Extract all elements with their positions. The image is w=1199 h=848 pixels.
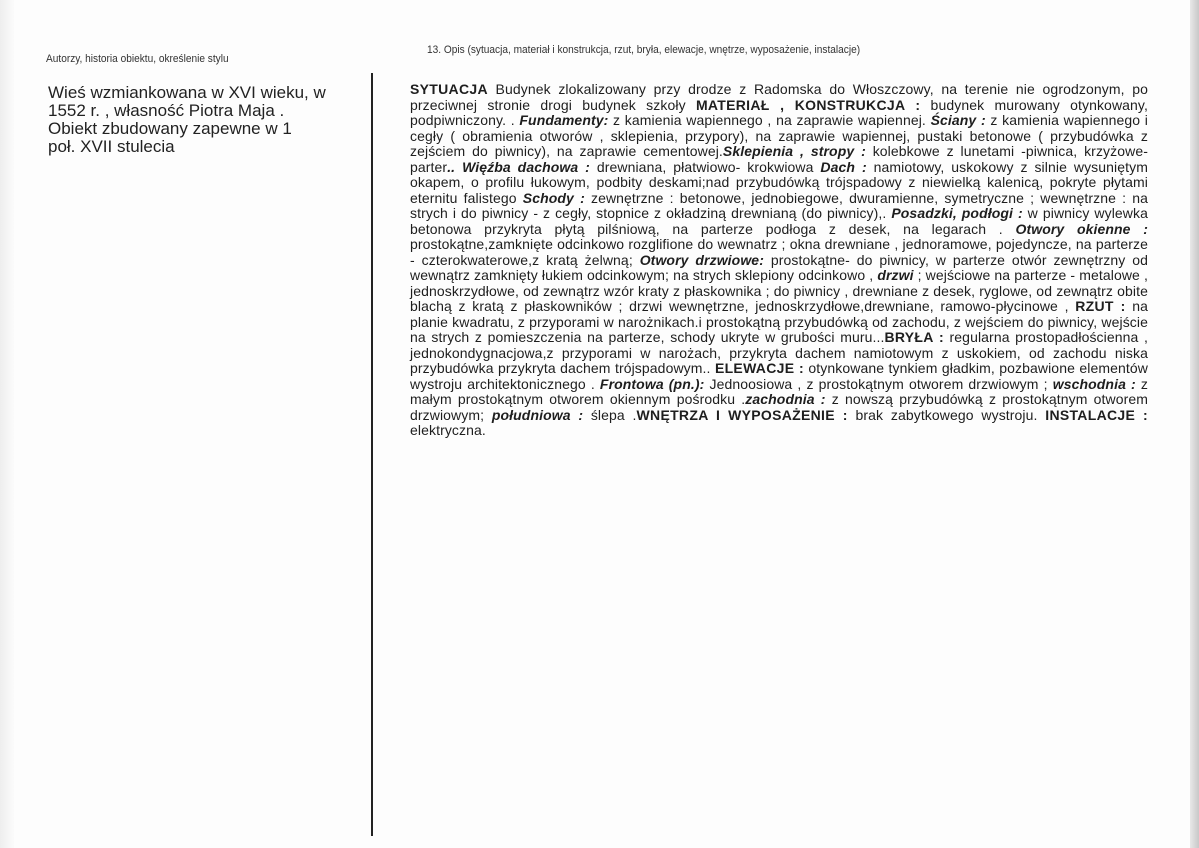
description-segment: prostokątne- do piwnicy, w parterze otwór zewnętrzny od wewnątrz zamknięty łukiem odcinkowym; na strych sklepiony odcinkowo ,: [410, 251, 1148, 283]
section-heading: ELEWACJE :: [714, 360, 804, 376]
section-heading: Otwory okienne :: [1015, 220, 1148, 237]
section-heading: południowa :: [491, 406, 584, 423]
description-segment: z kamienia wapiennego , na zaprawie wapiennej.: [608, 112, 931, 128]
section-heading: WNĘTRZA I WYPOSAŻENIE :: [636, 406, 848, 423]
description-segment: z nowszą przybudówką z prostokątnym otworem drzwiowym;: [410, 391, 1148, 423]
description-segment: otynkowane tynkiem gładkim, pozbawione elementów wystroju architektonicznego .: [410, 360, 1148, 392]
section-heading: MATERIAŁ , KONSTRUKCJA :: [695, 96, 921, 113]
description-segment: budynek murowany otynkowany, podpiwniczony. .: [410, 96, 1148, 128]
column-divider: [371, 73, 373, 836]
section-heading: INSTALACJE :: [1045, 406, 1148, 423]
description-segment: Jednoosiowa , z prostokątnym otworem drzwiowym ;: [704, 375, 1053, 392]
section-heading: Dach :: [820, 158, 867, 175]
description-segment: w piwnicy wylewka betonowa przykryta płytą pilśniową, na parterze podłoga z desek, na legarach .: [410, 205, 1149, 237]
section-heading: .. Więźba dachowa :: [447, 158, 590, 175]
section-heading: RZUT :: [1075, 298, 1126, 314]
section-heading: Posadzki, podłogi :: [891, 205, 1023, 221]
section-heading: BRYŁA :: [884, 329, 944, 345]
history-line: Wieś wzmiankowana w XVI wieku, w: [48, 83, 326, 102]
section-heading: Fundamenty:: [519, 112, 609, 128]
section-heading: Frontowa (pn.):: [599, 375, 705, 392]
history-column-header: Autorzy, historia obiektu, określenie stylu: [46, 53, 229, 65]
section-heading: wschodnia :: [1052, 375, 1136, 392]
scan-shadow-right: [1190, 0, 1199, 848]
history-line: Obiekt zbudowany zapewne w 1: [48, 119, 292, 138]
description-text: [410, 82, 1148, 439]
section-heading: zachodnia :: [745, 391, 826, 407]
section-heading: drzwi: [877, 267, 914, 283]
section-heading: Schody :: [522, 189, 585, 206]
description-segment: na planie kwadratu, z przyporami w narożnikach.i prostokątną przybudówką od zachodu, z wejściem do piwnicy, wejście na strych z pomieszczenia na parterze, schody ukryte w grubości muru...: [410, 298, 1148, 345]
description-segment: regularna prostopadłościenna , jednokondygnacjowa,z przyporami w narożach, przykryta dachem namiotowym z uskokiem, od zachodu niska przybudówka przykryta dachem trójspadowym..: [410, 329, 1148, 376]
description-segment: z kamienia wapiennego i cegły ( obramienia otworów , sklepienia, przypory), na zaprawie wapiennej, pustaki betonowe ( przybudówka z zejściem do piwnicy), na zaprawie cementowej.: [410, 112, 1148, 159]
description-segment: Budynek zlokalizowany przy drodze z Radomska do Włoszczowy, na terenie nie ogrodzonym, po przeciwnej stronie drogi budynek szkoły: [410, 81, 1148, 113]
scan-shadow-left: [0, 0, 14, 848]
history-line: poł. XVII stulecia: [48, 137, 175, 156]
section-heading: Ściany :: [930, 112, 986, 128]
description-segment: ; wejściowe na parterze - metalowe , jednoskrzydłowe, od zewnątrz wzór kraty z płaskownika ; do piwnicy , drewniane z desek, ryglowe, od zewnątrz obite blachą z kratą z płaskowników ; drzwi wewnętrzne, jednoskrzydłowe,drewniane, ramowo-płycinowe ,: [410, 267, 1148, 314]
description-column-header: 13. Opis (sytuacja, materiał i konstrukcja, rzut, bryła, elewacje, wnętrze, wyposażenie, instalacje): [427, 44, 861, 56]
description-segment: ślepa .: [583, 406, 637, 423]
section-heading: Otwory drzwiowe:: [639, 251, 764, 268]
section-heading: Sklepienia , stropy :: [722, 143, 866, 159]
description-segment: zewnętrzne : betonowe, jednobiegowe, dwuramienne, symetryczne ; wewnętrzne : na strych i do piwnicy - z cegły, stopnice z okładziną drewnianą (do piwnicy),.: [410, 189, 1148, 221]
description-segment: namiotowy, uskokowy z silnie wysuniętym okapem, o profilu łukowym, podbity deskami;nad przybudówką trójspadowy z niewielką kalenicą, pokryte płytami eternitu falistego: [410, 158, 1148, 206]
history-line: 1552 r. , własność Piotra Maja .: [48, 101, 285, 120]
description-segment: z małym prostokątnym otworem okiennym pośrodku .: [410, 375, 1148, 407]
description-segment: drewniana, płatwiowo- krokwiowa: [589, 158, 821, 175]
history-text: [48, 84, 366, 156]
description-segment: brak zabytkowego wystroju.: [847, 406, 1046, 423]
description-segment: elektryczna.: [410, 422, 486, 438]
description-segment: kolebkowe z lunetami -piwnica, krzyżowe- parter: [410, 143, 1148, 175]
section-heading: SYTUACJA: [410, 81, 488, 97]
description-segment: prostokątne,zamknięte odcinkowo rozglifione do wewnatrz ; okna drewniane , jednoramowe, pojedyncze, na parterze - czterokwaterowe,z kratą żelwną;: [410, 236, 1148, 268]
